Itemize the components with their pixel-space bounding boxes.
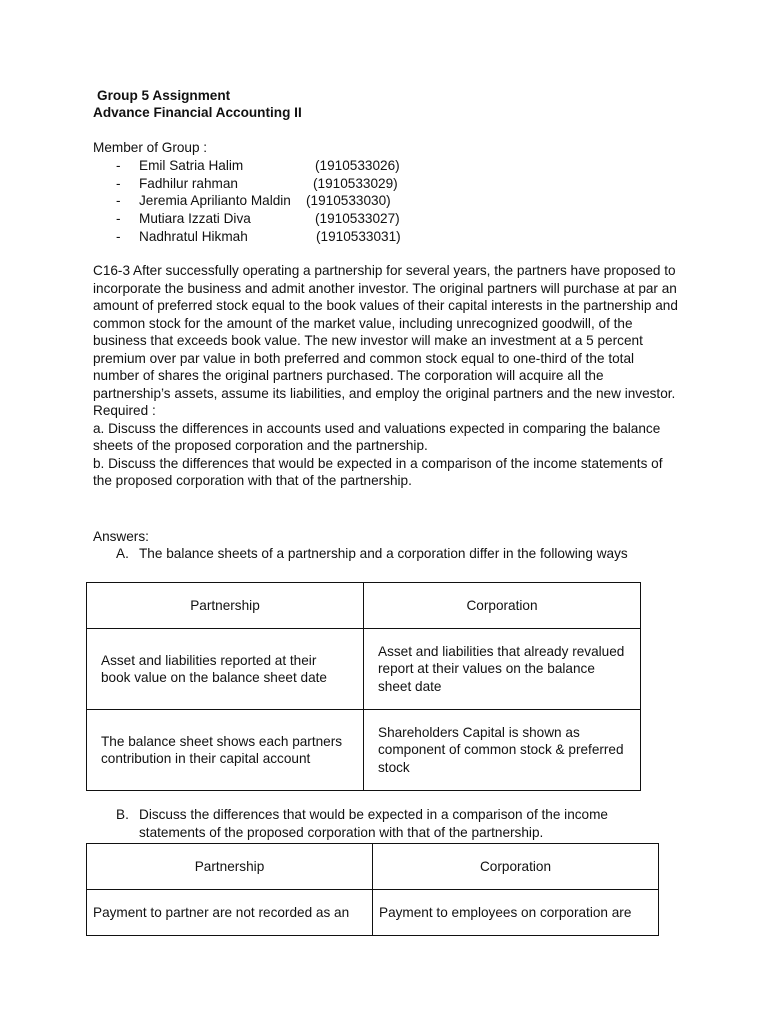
requirement-a: a. Discuss the differences in accounts used and valuations expected in comparing the balance sheets of the proposed corporation and the partnership. — [93, 420, 661, 453]
column-header-corporation: Corporation — [364, 583, 641, 629]
member-name: Fadhilur rahman — [139, 176, 238, 191]
table-cell: Asset and liabilities that already revalued report at their values on the balance sheet date — [364, 629, 641, 710]
member-bullet: - — [116, 158, 121, 173]
balance-sheet-comparison-table — [86, 582, 641, 791]
member-bullet: - — [116, 176, 121, 191]
member-bullet: - — [116, 211, 121, 226]
required-label: Required : — [93, 403, 156, 418]
table-cell: Payment to partner are not recorded as an — [87, 890, 373, 936]
column-header-partnership: Partnership — [87, 583, 364, 629]
member-name: Nadhratul Hikmah — [139, 229, 248, 244]
member-id: (1910533031) — [316, 229, 401, 244]
member-bullet: - — [116, 229, 121, 244]
course-title: Advance Financial Accounting II — [93, 105, 302, 120]
answers-label: Answers: — [93, 529, 149, 544]
table-cell: Asset and liabilities reported at their book value on the balance sheet date — [87, 629, 364, 710]
member-id: (1910533027) — [315, 211, 400, 226]
requirement-b: b. Discuss the differences that would be expected in a comparison of the income statements of the proposed corporation with that of the partnership. — [93, 455, 663, 488]
answer-b-marker: B. — [116, 807, 129, 822]
assignment-title: Group 5 Assignment — [97, 88, 231, 103]
table-row — [87, 629, 641, 710]
table-row — [87, 710, 641, 791]
table-row — [87, 890, 659, 936]
table-header-row — [87, 844, 659, 890]
question-text: C16-3 After successfully operating a partnership for several years, the partners have proposed to incorporate the business and admit another investor. The original partners will purchase at par an amount of preferred stock equal to the book values of their capital interests in the partnership and common stock for the amount of the market value, including unrecognized goodwill, of the business that exceeds book value. The new investor will make an investment at a 5 percent premium over par value in both preferred and common stock equal to one-third of the total number of shares the original partners purchased. The corporation will acquire all the partnership’s assets, assume its liabilities, and employ the original partners and the new investor. — [93, 263, 678, 401]
answer-a-marker: A. — [116, 546, 129, 561]
table-cell: The balance sheet shows each partners contribution in their capital account — [87, 710, 364, 791]
column-header-corporation: Corporation — [373, 844, 659, 890]
member-id: (1910533030) — [306, 193, 391, 208]
member-name: Mutiara Izzati Diva — [139, 211, 251, 226]
column-header-partnership: Partnership — [87, 844, 373, 890]
answer-b-text: Discuss the differences that would be expected in a comparison of the income statements of the proposed corporation with that of the partnership. — [139, 807, 608, 840]
table-cell: Shareholders Capital is shown as component of common stock & preferred stock — [364, 710, 641, 791]
members-label: Member of Group : — [93, 140, 208, 155]
member-bullet: - — [116, 193, 121, 208]
question-block — [93, 262, 683, 490]
income-statement-comparison-table — [86, 843, 659, 936]
member-name: Emil Satria Halim — [139, 158, 244, 173]
member-name: Jeremia Aprilianto Maldin — [139, 193, 291, 208]
member-id: (1910533026) — [315, 158, 400, 173]
table-cell: Payment to employees on corporation are — [373, 890, 659, 936]
member-id: (1910533029) — [313, 176, 398, 191]
table-header-row — [87, 583, 641, 629]
answer-a-text: The balance sheets of a partnership and a corporation differ in the following ways — [139, 546, 628, 561]
